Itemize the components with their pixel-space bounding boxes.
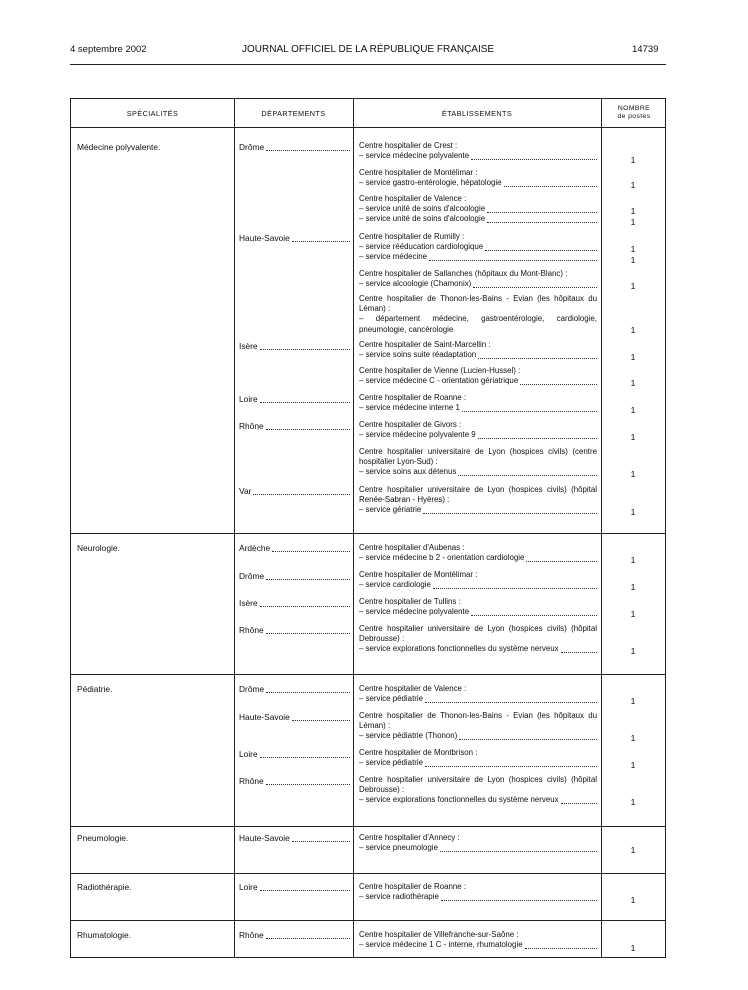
dot-leader — [266, 142, 350, 151]
service-label: – service médecine interne 1 — [359, 403, 460, 413]
etablissement-entry — [359, 141, 597, 161]
posts-table — [70, 98, 666, 958]
post-count: 1 — [630, 760, 636, 770]
specialite-label: Médecine polyvalente. — [77, 142, 161, 152]
post-count: 1 — [630, 325, 636, 335]
etablissement-entry — [359, 269, 597, 289]
service-line — [359, 430, 597, 440]
post-count: 1 — [630, 797, 636, 807]
specialite-label: Radiothérapie. — [77, 882, 132, 892]
dot-leader — [441, 892, 597, 901]
post-count: 1 — [630, 555, 636, 565]
dot-leader — [487, 214, 597, 223]
post-count: 1 — [630, 432, 636, 442]
dot-leader — [260, 598, 350, 607]
etablissement-title: Centre hospitalier universitaire de Lyon (hospices civils) (centre hospitalier Lyon-Sud) : — [359, 447, 597, 467]
etablissement-title: Centre hospitalier d'Annecy : — [359, 833, 460, 842]
post-count: 1 — [630, 943, 636, 953]
departement-entry — [239, 776, 350, 786]
etablissement-title: Centre hospitalier d'Aubenas : — [359, 543, 465, 552]
service-label: – service gastro-entérologie, hépatologie — [359, 178, 502, 188]
dot-leader — [266, 684, 350, 693]
etablissement-entry — [359, 340, 597, 360]
etablissement-title: Centre hospitalier de Montbrison : — [359, 748, 478, 757]
dot-leader — [478, 350, 597, 359]
departement-entry — [239, 233, 350, 243]
section-divider — [71, 873, 665, 874]
etablissement-entry — [359, 543, 597, 563]
etablissement-entry — [359, 570, 597, 590]
service-line — [359, 151, 597, 161]
dot-leader — [260, 394, 350, 403]
column-divider — [601, 99, 602, 957]
etablissement-entry — [359, 232, 597, 263]
service-label: – service pédiatrie (Thonon) — [359, 731, 458, 741]
service-label: – service pneumologie — [359, 843, 438, 853]
post-count: 1 — [630, 582, 636, 592]
section-divider — [71, 920, 665, 921]
post-count: 1 — [630, 609, 636, 619]
etablissement-title: Centre hospitalier de Valence : — [359, 684, 467, 693]
service-line — [359, 694, 597, 704]
departement-label: Loire — [239, 882, 258, 892]
etablissement-title: Centre hospitalier universitaire de Lyon (hospices civils) (hôpital Debrousse) : — [359, 775, 597, 795]
departement-entry — [239, 486, 350, 496]
post-count: 1 — [630, 155, 636, 165]
dot-leader — [272, 543, 350, 552]
post-count: 1 — [630, 895, 636, 905]
dot-leader — [423, 505, 597, 514]
dot-leader — [266, 571, 350, 580]
dot-leader — [260, 341, 350, 350]
departement-entry — [239, 833, 350, 843]
departement-entry — [239, 930, 350, 940]
service-label: – service médecine polyvalente — [359, 607, 470, 617]
etablissement-title: Centre hospitalier de Sallanches (hôpitaux du Mont-Blanc) : — [359, 269, 568, 278]
service-line — [359, 580, 597, 590]
post-count: 1 — [630, 281, 636, 291]
departement-label: Rhône — [239, 776, 264, 786]
departement-label: Drôme — [239, 571, 265, 581]
departement-entry — [239, 142, 350, 152]
etablissement-title: Centre hospitalier de Valence : — [359, 194, 467, 203]
etablissement-title: Centre hospitalier de Montélimar : — [359, 570, 478, 579]
dot-leader — [487, 204, 597, 213]
page-number: 14739 — [632, 44, 659, 55]
etablissement-title: Centre hospitalier de Givors : — [359, 420, 462, 429]
service-line — [359, 505, 597, 515]
service-label: – service médecine 1 C - interne, rhumatologie — [359, 940, 523, 950]
departement-entry — [239, 684, 350, 694]
service-line — [359, 795, 597, 805]
departement-label: Var — [239, 486, 252, 496]
dot-leader — [266, 625, 350, 634]
departement-entry — [239, 749, 350, 759]
specialite-label: Pneumologie. — [77, 833, 129, 843]
departement-label: Ardèche — [239, 543, 271, 553]
section-divider — [71, 533, 665, 534]
service-line — [359, 376, 597, 386]
etablissement-entry — [359, 168, 597, 188]
dot-leader — [458, 467, 597, 476]
service-label: – service gériatrie — [359, 505, 422, 515]
departement-label: Rhône — [239, 625, 264, 635]
service-line — [359, 553, 597, 563]
service-line — [359, 350, 597, 360]
departement-entry — [239, 598, 350, 608]
etablissement-title: Centre hospitalier de Vienne (Lucien-Hussel) : — [359, 366, 521, 375]
departement-label: Haute-Savoie — [239, 712, 290, 722]
service-label: – service alcoologie (Chamonix) — [359, 279, 472, 289]
service-line: – département médecine, gastroentérologie, cardiologie, pneumologie, cancérologie — [359, 314, 597, 334]
etablissement-entry — [359, 194, 597, 225]
etablissement-title: Centre hospitalier universitaire de Lyon (hospices civils) (hôpital Renée-Sabran - Hyères) : — [359, 485, 597, 505]
departement-label: Isère — [239, 598, 258, 608]
service-line — [359, 204, 597, 214]
journal-title: JOURNAL OFFICIEL DE LA RÉPUBLIQUE FRANÇAISE — [242, 44, 495, 55]
departement-entry — [239, 625, 350, 635]
service-line — [359, 178, 597, 188]
header-date: 4 septembre 2002 — [70, 44, 147, 55]
dot-leader — [266, 776, 350, 785]
service-label: – service cardiologie — [359, 580, 431, 590]
header-rule — [71, 127, 665, 128]
service-line — [359, 279, 597, 289]
dot-leader — [459, 731, 597, 740]
post-count: 1 — [630, 244, 636, 254]
etablissement-title: Centre hospitalier universitaire de Lyon (hospices civils) (hôpital Debrousse) : — [359, 624, 597, 644]
dot-leader — [425, 694, 597, 703]
column-divider — [234, 99, 235, 957]
etablissement-entry — [359, 393, 597, 413]
service-line — [359, 214, 597, 224]
etablissement-title: Centre hospitalier de Villefranche-sur-Saône : — [359, 930, 519, 939]
post-count: 1 — [630, 646, 636, 656]
column-header-nombre-line1: NOMBRE — [617, 104, 651, 112]
specialite-label: Rhumatologie. — [77, 930, 132, 940]
post-count: 1 — [630, 733, 636, 743]
service-line — [359, 892, 597, 902]
service-line — [359, 242, 597, 252]
dot-leader — [425, 758, 597, 767]
service-label: – service médecine polyvalente — [359, 151, 470, 161]
dot-leader — [478, 430, 597, 439]
service-line — [359, 843, 597, 853]
departement-label: Rhône — [239, 421, 264, 431]
etablissement-entry — [359, 624, 597, 655]
dot-leader — [504, 178, 597, 187]
service-label: – service médecine — [359, 252, 427, 262]
service-line — [359, 644, 597, 654]
departement-label: Drôme — [239, 684, 265, 694]
etablissement-title: Centre hospitalier de Rumilly : — [359, 232, 465, 241]
departement-label: Rhône — [239, 930, 264, 940]
service-label: – service unité de soins d'alcoologie — [359, 204, 486, 214]
post-count: 1 — [630, 217, 636, 227]
dot-leader — [292, 833, 350, 842]
departement-label: Haute-Savoie — [239, 233, 290, 243]
etablissement-title: Centre hospitalier de Thonon-les-Bains - Evian (les hôpitaux du Léman) : — [359, 294, 597, 314]
dot-leader — [429, 252, 597, 261]
post-count: 1 — [630, 696, 636, 706]
service-label: – service pédiatrie — [359, 694, 424, 704]
dot-leader — [253, 486, 350, 495]
departement-entry — [239, 712, 350, 722]
etablissement-entry — [359, 447, 597, 478]
service-label: – service médecine b 2 - orientation cardiologie — [359, 553, 525, 563]
departement-entry — [239, 571, 350, 581]
post-count: 1 — [630, 507, 636, 517]
dot-leader — [471, 607, 597, 616]
etablissement-entry — [359, 930, 597, 950]
section-divider — [71, 826, 665, 827]
dot-leader — [526, 553, 597, 562]
column-header-departements: DÉPARTEMENTS — [261, 108, 326, 118]
etablissement-entry — [359, 684, 597, 704]
column-header-specialites: SPÉCIALITÉS — [126, 108, 179, 118]
departement-label: Haute-Savoie — [239, 833, 290, 843]
service-label: – service explorations fonctionnelles du système nerveux — [359, 644, 559, 654]
column-divider — [353, 99, 354, 957]
departement-entry — [239, 341, 350, 351]
post-count: 1 — [630, 206, 636, 216]
departement-entry — [239, 421, 350, 431]
departement-label: Drôme — [239, 142, 265, 152]
etablissement-title: Centre hospitalier de Roanne : — [359, 882, 467, 891]
etablissement-title: Centre hospitalier de Saint-Marcellin : — [359, 340, 491, 349]
dot-leader — [266, 421, 350, 430]
departement-label: Isère — [239, 341, 258, 351]
column-header-nombre — [601, 99, 667, 127]
service-line — [359, 403, 597, 413]
etablissement-title: Centre hospitalier de Roanne : — [359, 393, 467, 402]
service-label: – service soins suite réadaptation — [359, 350, 477, 360]
service-label: – service soins aux détenus — [359, 467, 457, 477]
etablissement-title: Centre hospitalier de Crest : — [359, 141, 458, 150]
dot-leader — [292, 233, 350, 242]
etablissement-entry — [359, 748, 597, 768]
dot-leader — [485, 242, 597, 251]
departement-entry — [239, 543, 350, 553]
etablissement-entry — [359, 294, 597, 335]
post-count: 1 — [630, 845, 636, 855]
service-line — [359, 252, 597, 262]
dot-leader — [471, 151, 597, 160]
service-line — [359, 731, 597, 741]
dot-leader — [260, 882, 350, 891]
dot-leader — [462, 403, 597, 412]
dot-leader — [266, 930, 350, 939]
etablissement-entry — [359, 775, 597, 806]
post-count: 1 — [630, 378, 636, 388]
etablissement-entry — [359, 366, 597, 386]
service-line — [359, 467, 597, 477]
service-label: – service médecine C - orientation gériatrique — [359, 376, 519, 386]
dot-leader — [561, 644, 597, 653]
dot-leader — [561, 795, 597, 804]
dot-leader — [440, 843, 597, 852]
service-label: – service rééducation cardiologique — [359, 242, 484, 252]
etablissement-entry — [359, 882, 597, 902]
specialite-label: Pédiatrie. — [77, 684, 113, 694]
dot-leader — [292, 712, 350, 721]
dot-leader — [520, 376, 597, 385]
etablissement-entry — [359, 420, 597, 440]
etablissement-entry — [359, 597, 597, 617]
post-count: 1 — [630, 469, 636, 479]
section-divider — [71, 674, 665, 675]
column-header-etablissements: ÉTABLISSEMENTS — [441, 108, 513, 118]
specialite-label: Neurologie. — [77, 543, 120, 553]
service-label: – service radiothérapie — [359, 892, 439, 902]
service-line — [359, 758, 597, 768]
service-line — [359, 607, 597, 617]
dot-leader — [473, 279, 597, 288]
departement-label: Loire — [239, 394, 258, 404]
departement-entry — [239, 394, 350, 404]
etablissement-entry — [359, 833, 597, 853]
service-label: – service médecine polyvalente 9 — [359, 430, 476, 440]
post-count: 1 — [630, 405, 636, 415]
etablissement-entry — [359, 711, 597, 742]
post-count: 1 — [630, 255, 636, 265]
etablissement-entry — [359, 485, 597, 516]
etablissement-title: Centre hospitalier de Thonon-les-Bains - Evian (les hôpitaux du Léman) : — [359, 711, 597, 731]
service-line — [359, 940, 597, 950]
header-rule — [70, 64, 666, 65]
post-count: 1 — [630, 352, 636, 362]
column-header-nombre-line2: de postes — [617, 113, 651, 120]
departement-entry — [239, 882, 350, 892]
dot-leader — [260, 749, 350, 758]
departement-label: Loire — [239, 749, 258, 759]
service-label: – service pédiatrie — [359, 758, 424, 768]
dot-leader — [433, 580, 597, 589]
post-count: 1 — [630, 180, 636, 190]
service-label: – service explorations fonctionnelles du système nerveux — [359, 795, 559, 805]
etablissement-title: Centre hospitalier de Tullins : — [359, 597, 461, 606]
etablissement-title: Centre hospitalier de Montélimar : — [359, 168, 478, 177]
dot-leader — [525, 940, 597, 949]
service-label: – service unité de soins d'alcoologie — [359, 214, 486, 224]
